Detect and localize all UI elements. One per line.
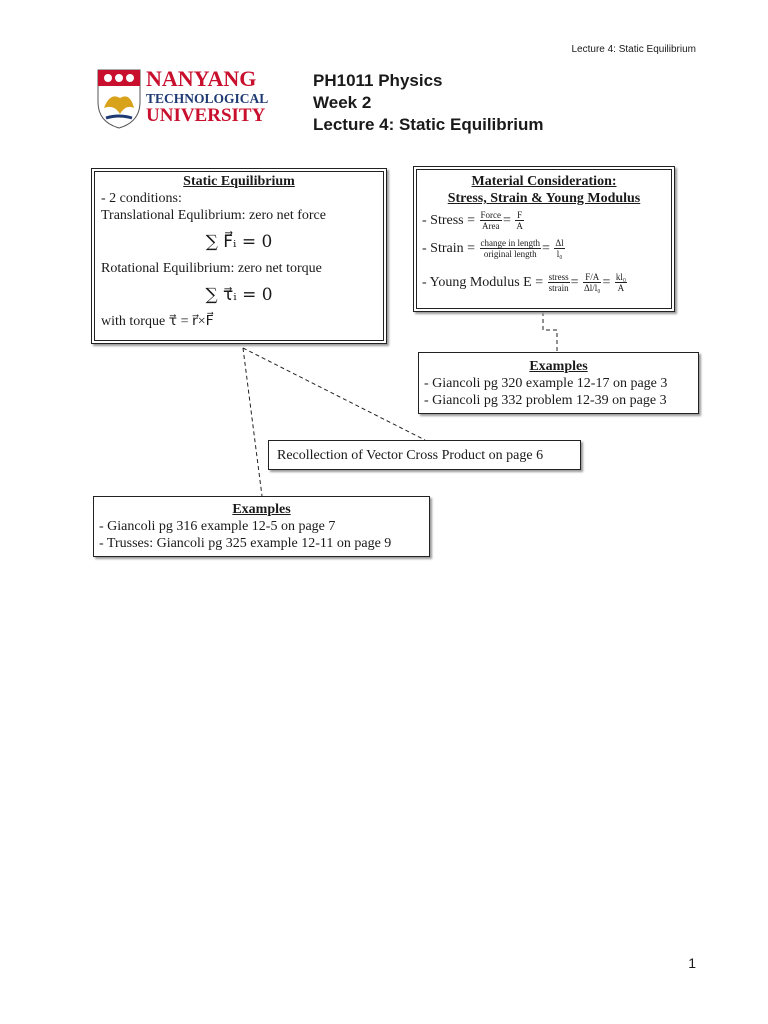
- rotational-text: Rotational Equilibrium: zero net torque: [101, 261, 322, 276]
- connector-to-left-examples: [243, 348, 262, 496]
- page-number: 1: [688, 955, 696, 971]
- young-den: strain: [548, 283, 569, 294]
- examples-left-item-1: - Giancoli pg 316 example 12-5 on page 7: [99, 519, 336, 534]
- young-modulus-formula: - Young Modulus E = $\frac{\text{stress}}{\text{strain}}$ = $\frac{F/A}{\text{Δl/l₀}}$ = $\frac{\text{kl₀}}{A}$: [422, 272, 626, 294]
- examples-left-box: [93, 496, 430, 557]
- young-den-2: Δl/l₀: [584, 283, 601, 294]
- strain-num-2: Δl: [555, 238, 564, 249]
- material-consideration-box: [413, 166, 675, 312]
- logo-line-3: UNIVERSITY: [146, 105, 266, 126]
- stress-formula: - Stress = $\frac{\text{Force}}{\text{Area}}$ = $\frac{F}{A}$: [422, 210, 523, 232]
- examples-left-title: Examples: [232, 502, 291, 517]
- running-header: Lecture 4: Static Equilibrium: [571, 44, 696, 55]
- logo-line-2: TECHNOLOGICAL: [146, 91, 269, 106]
- static-equilibrium-box: [91, 168, 387, 344]
- torque-definition: with torque τ⃗ = r⃗×F⃗: [101, 314, 214, 329]
- strain-label: - Strain =: [422, 241, 475, 256]
- week-title: Week 2: [313, 93, 372, 112]
- stress-num: Force: [480, 210, 502, 221]
- examples-right-title: Examples: [529, 359, 588, 374]
- material-box-subtitle: Stress, Strain & Young Modulus: [447, 191, 641, 206]
- young-num-2: F/A: [583, 272, 601, 283]
- examples-right-item-2: - Giancoli pg 332 problem 12-39 on page 3: [424, 393, 667, 408]
- conditions-text: - 2 conditions:: [101, 191, 182, 206]
- examples-right-item-1: - Giancoli pg 320 example 12-17 on page 3: [424, 376, 668, 391]
- translational-text: Translational Equlibrium: zero net force: [101, 208, 326, 223]
- strain-den-2: l₀: [556, 249, 563, 260]
- stress-den: Area: [482, 221, 500, 232]
- young-num: stress: [548, 272, 569, 283]
- material-box-title: Material Consideration:: [471, 174, 617, 189]
- lecture-title: Lecture 4: Static Equilibrium: [313, 115, 544, 134]
- examples-right-box: [418, 352, 699, 414]
- stress-num-2: F: [517, 210, 523, 221]
- connector-to-right-examples: [543, 312, 557, 352]
- strain-formula: - Strain = $\frac{\text{change in length}}{\text{original length}}$ = $\frac{\Delta l}{\text{l₀}}$: [422, 238, 564, 260]
- examples-left-item-2: - Trusses: Giancoli pg 325 example 12-11 on page 9: [99, 536, 392, 551]
- young-num-3: kl₀: [615, 272, 626, 283]
- strain-num: change in length: [480, 238, 540, 249]
- young-den-3: A: [617, 283, 625, 294]
- force-equation: ∑ F⃗ᵢ = 0: [205, 232, 273, 252]
- static-box-title: Static Equilibrium: [183, 174, 295, 189]
- strain-den: original length: [483, 249, 537, 260]
- cross-product-note-box: [268, 440, 581, 470]
- young-label: - Young Modulus E =: [422, 275, 544, 290]
- course-title: PH1011 Physics: [313, 71, 443, 90]
- stress-den-2: A: [516, 221, 523, 232]
- stress-label: - Stress =: [422, 213, 476, 228]
- connector-to-cross-product: [243, 348, 425, 440]
- torque-equation: ∑ τ⃗ᵢ = 0: [205, 285, 273, 305]
- logo-line-1: NANYANG: [146, 66, 257, 91]
- cross-product-note: Recollection of Vector Cross Product on page 6: [277, 448, 544, 463]
